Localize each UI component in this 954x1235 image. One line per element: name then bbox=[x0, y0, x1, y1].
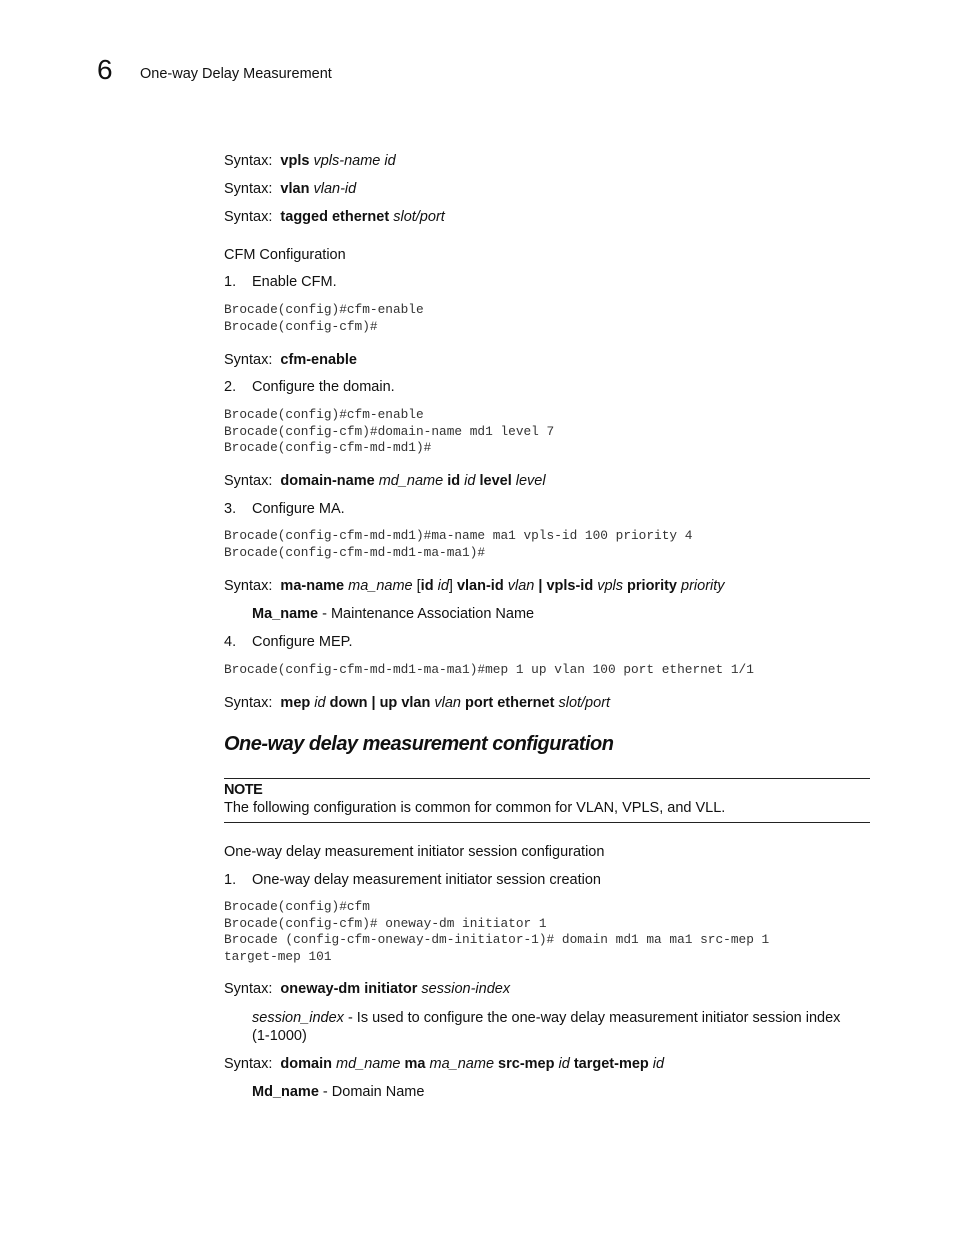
syntax-cmd: domain-name bbox=[280, 473, 375, 489]
syntax-cmd: ma-name bbox=[280, 578, 345, 594]
syntax-arg: vpls bbox=[597, 578, 624, 594]
code-line: Brocade(config-cfm)# bbox=[224, 318, 378, 334]
note-bottom-rule bbox=[224, 822, 870, 823]
code-line: Brocade(config-cfm)#domain-name md1 level 7 bbox=[224, 423, 555, 439]
syntax-cmd: mep bbox=[280, 695, 311, 711]
syntax-arg: slot/port bbox=[558, 695, 611, 711]
syntax-separator: | bbox=[538, 578, 543, 594]
syntax-arg: ma_name bbox=[429, 1056, 495, 1072]
syntax-cmd: vpls bbox=[280, 153, 310, 169]
syntax-cmd: port ethernet bbox=[465, 695, 555, 711]
code-line: Brocade(config-cfm-md-md1)#ma-name ma1 vpls-id 100 priority 4 bbox=[224, 528, 693, 543]
syntax-cmd: level bbox=[479, 473, 512, 489]
syntax-arg: ma_name bbox=[348, 578, 413, 594]
syntax-oneway-dm bbox=[224, 980, 510, 998]
step-number: 1. bbox=[224, 274, 237, 290]
code-block-3 bbox=[224, 528, 692, 561]
syntax-cmd: id bbox=[420, 578, 434, 594]
syntax-arg: id bbox=[314, 695, 326, 711]
syntax-arg: id bbox=[558, 1056, 570, 1072]
syntax-arg: vpls-name id bbox=[313, 153, 396, 169]
definition-desc: - Domain Name bbox=[322, 1084, 425, 1100]
step-text: Configure MA. bbox=[252, 501, 345, 517]
code-line: Brocade (config-cfm-oneway-dm-initiator-1)# domain md1 ma ma1 src-mep 1 bbox=[224, 932, 770, 947]
syntax-arg: priority bbox=[681, 578, 725, 594]
code-line: Brocade(config)#cfm-enable bbox=[224, 407, 424, 422]
cfm-heading: CFM Configuration bbox=[224, 247, 346, 263]
syntax-arg: session-index bbox=[421, 981, 511, 997]
syntax-domain bbox=[224, 1055, 664, 1073]
syntax-cmd: vlan bbox=[280, 181, 310, 197]
sub-heading: One-way delay measurement initiator session configuration bbox=[224, 844, 605, 860]
syntax-bracket: [ bbox=[416, 578, 421, 594]
syntax-cmd: tagged ethernet bbox=[280, 209, 390, 225]
syntax-arg: id bbox=[464, 473, 476, 489]
definition-ma-name bbox=[252, 605, 534, 623]
syntax-cmd: vpls-id bbox=[546, 578, 594, 594]
code-line: Brocade(config-cfm)# oneway-dm initiator 1 bbox=[224, 915, 547, 931]
syntax-cmd: id bbox=[447, 473, 461, 489]
syntax-cfm-enable bbox=[224, 351, 357, 369]
step-5 bbox=[224, 871, 601, 889]
syntax-cmd: domain bbox=[280, 1056, 332, 1072]
syntax-arg: level bbox=[515, 473, 546, 489]
code-line: Brocade(config)#cfm-enable bbox=[224, 302, 424, 317]
step-1 bbox=[224, 273, 337, 291]
section-heading: One-way delay measurement configuration bbox=[224, 733, 614, 755]
code-block-2 bbox=[224, 407, 554, 457]
syntax-arg: md_name bbox=[336, 1056, 401, 1072]
definition-term: session_index bbox=[252, 1010, 344, 1026]
syntax-cmd: down | up vlan bbox=[329, 695, 431, 711]
step-text: Enable CFM. bbox=[252, 274, 337, 290]
syntax-label: Syntax: bbox=[224, 181, 273, 197]
step-number: 2. bbox=[224, 379, 237, 395]
syntax-vpls bbox=[224, 152, 396, 170]
syntax-arg: vlan bbox=[507, 578, 535, 594]
syntax-ma-name bbox=[224, 577, 725, 595]
syntax-vlan bbox=[224, 180, 356, 198]
syntax-cmd: oneway-dm initiator bbox=[280, 981, 418, 997]
note-text: The following configuration is common for common for VLAN, VPLS, and VLL. bbox=[224, 800, 726, 816]
syntax-label: Syntax: bbox=[224, 1056, 273, 1072]
code-line: Brocade(config-cfm-md-md1-ma-ma1)#mep 1 up vlan 100 port ethernet 1/1 bbox=[224, 662, 754, 677]
definition-term: Ma_name bbox=[252, 606, 319, 622]
code-block-4 bbox=[224, 662, 754, 679]
syntax-label: Syntax: bbox=[224, 209, 273, 225]
syntax-arg: slot/port bbox=[393, 209, 445, 225]
syntax-cmd: src-mep bbox=[498, 1056, 555, 1072]
code-line: Brocade(config-cfm-md-md1-ma-ma1)# bbox=[224, 544, 486, 560]
syntax-cmd: priority bbox=[627, 578, 677, 594]
definition-desc: - Is used to configure the one-way delay measurement initiator session index (1-1000) bbox=[252, 1010, 841, 1044]
syntax-arg: vlan-id bbox=[313, 181, 357, 197]
code-block-1 bbox=[224, 302, 424, 335]
syntax-cmd: vlan-id bbox=[456, 578, 504, 594]
definition-term: Md_name bbox=[252, 1084, 319, 1100]
code-line: Brocade(config-cfm-md-md1)# bbox=[224, 440, 432, 455]
syntax-arg: id bbox=[652, 1056, 665, 1072]
syntax-arg: id bbox=[437, 578, 449, 594]
note-top-rule bbox=[224, 778, 870, 779]
syntax-label: Syntax: bbox=[224, 981, 273, 997]
code-line: Brocade(config)#cfm bbox=[224, 899, 370, 914]
syntax-cmd: ma bbox=[404, 1056, 426, 1072]
definition-session-index bbox=[252, 1009, 862, 1045]
syntax-label: Syntax: bbox=[224, 473, 273, 489]
step-number: 3. bbox=[224, 501, 237, 517]
code-line: target-mep 101 bbox=[224, 948, 332, 964]
syntax-label: Syntax: bbox=[224, 352, 273, 368]
syntax-tagged-ethernet bbox=[224, 208, 445, 226]
definition-desc: - Maintenance Association Name bbox=[322, 606, 535, 622]
code-block-5 bbox=[224, 899, 769, 965]
note-label: NOTE bbox=[224, 782, 263, 798]
syntax-arg: vlan bbox=[434, 695, 461, 711]
chapter-number: 6 bbox=[97, 54, 113, 85]
syntax-label: Syntax: bbox=[224, 578, 273, 594]
syntax-cmd: cfm-enable bbox=[280, 352, 357, 368]
step-text: One-way delay measurement initiator session creation bbox=[252, 872, 601, 888]
running-title: One-way Delay Measurement bbox=[140, 66, 332, 82]
step-4 bbox=[224, 633, 352, 651]
syntax-label: Syntax: bbox=[224, 153, 273, 169]
definition-md-name bbox=[252, 1083, 424, 1101]
syntax-cmd: target-mep bbox=[573, 1056, 649, 1072]
step-2 bbox=[224, 378, 395, 396]
step-number: 1. bbox=[224, 872, 237, 888]
step-3 bbox=[224, 500, 345, 518]
syntax-domain-name bbox=[224, 472, 546, 490]
step-number: 4. bbox=[224, 634, 237, 650]
syntax-arg: md_name bbox=[378, 473, 444, 489]
syntax-mep bbox=[224, 694, 610, 712]
syntax-label: Syntax: bbox=[224, 695, 273, 711]
step-text: Configure the domain. bbox=[252, 379, 395, 395]
syntax-bracket: ] bbox=[448, 578, 453, 594]
step-text: Configure MEP. bbox=[252, 634, 353, 650]
